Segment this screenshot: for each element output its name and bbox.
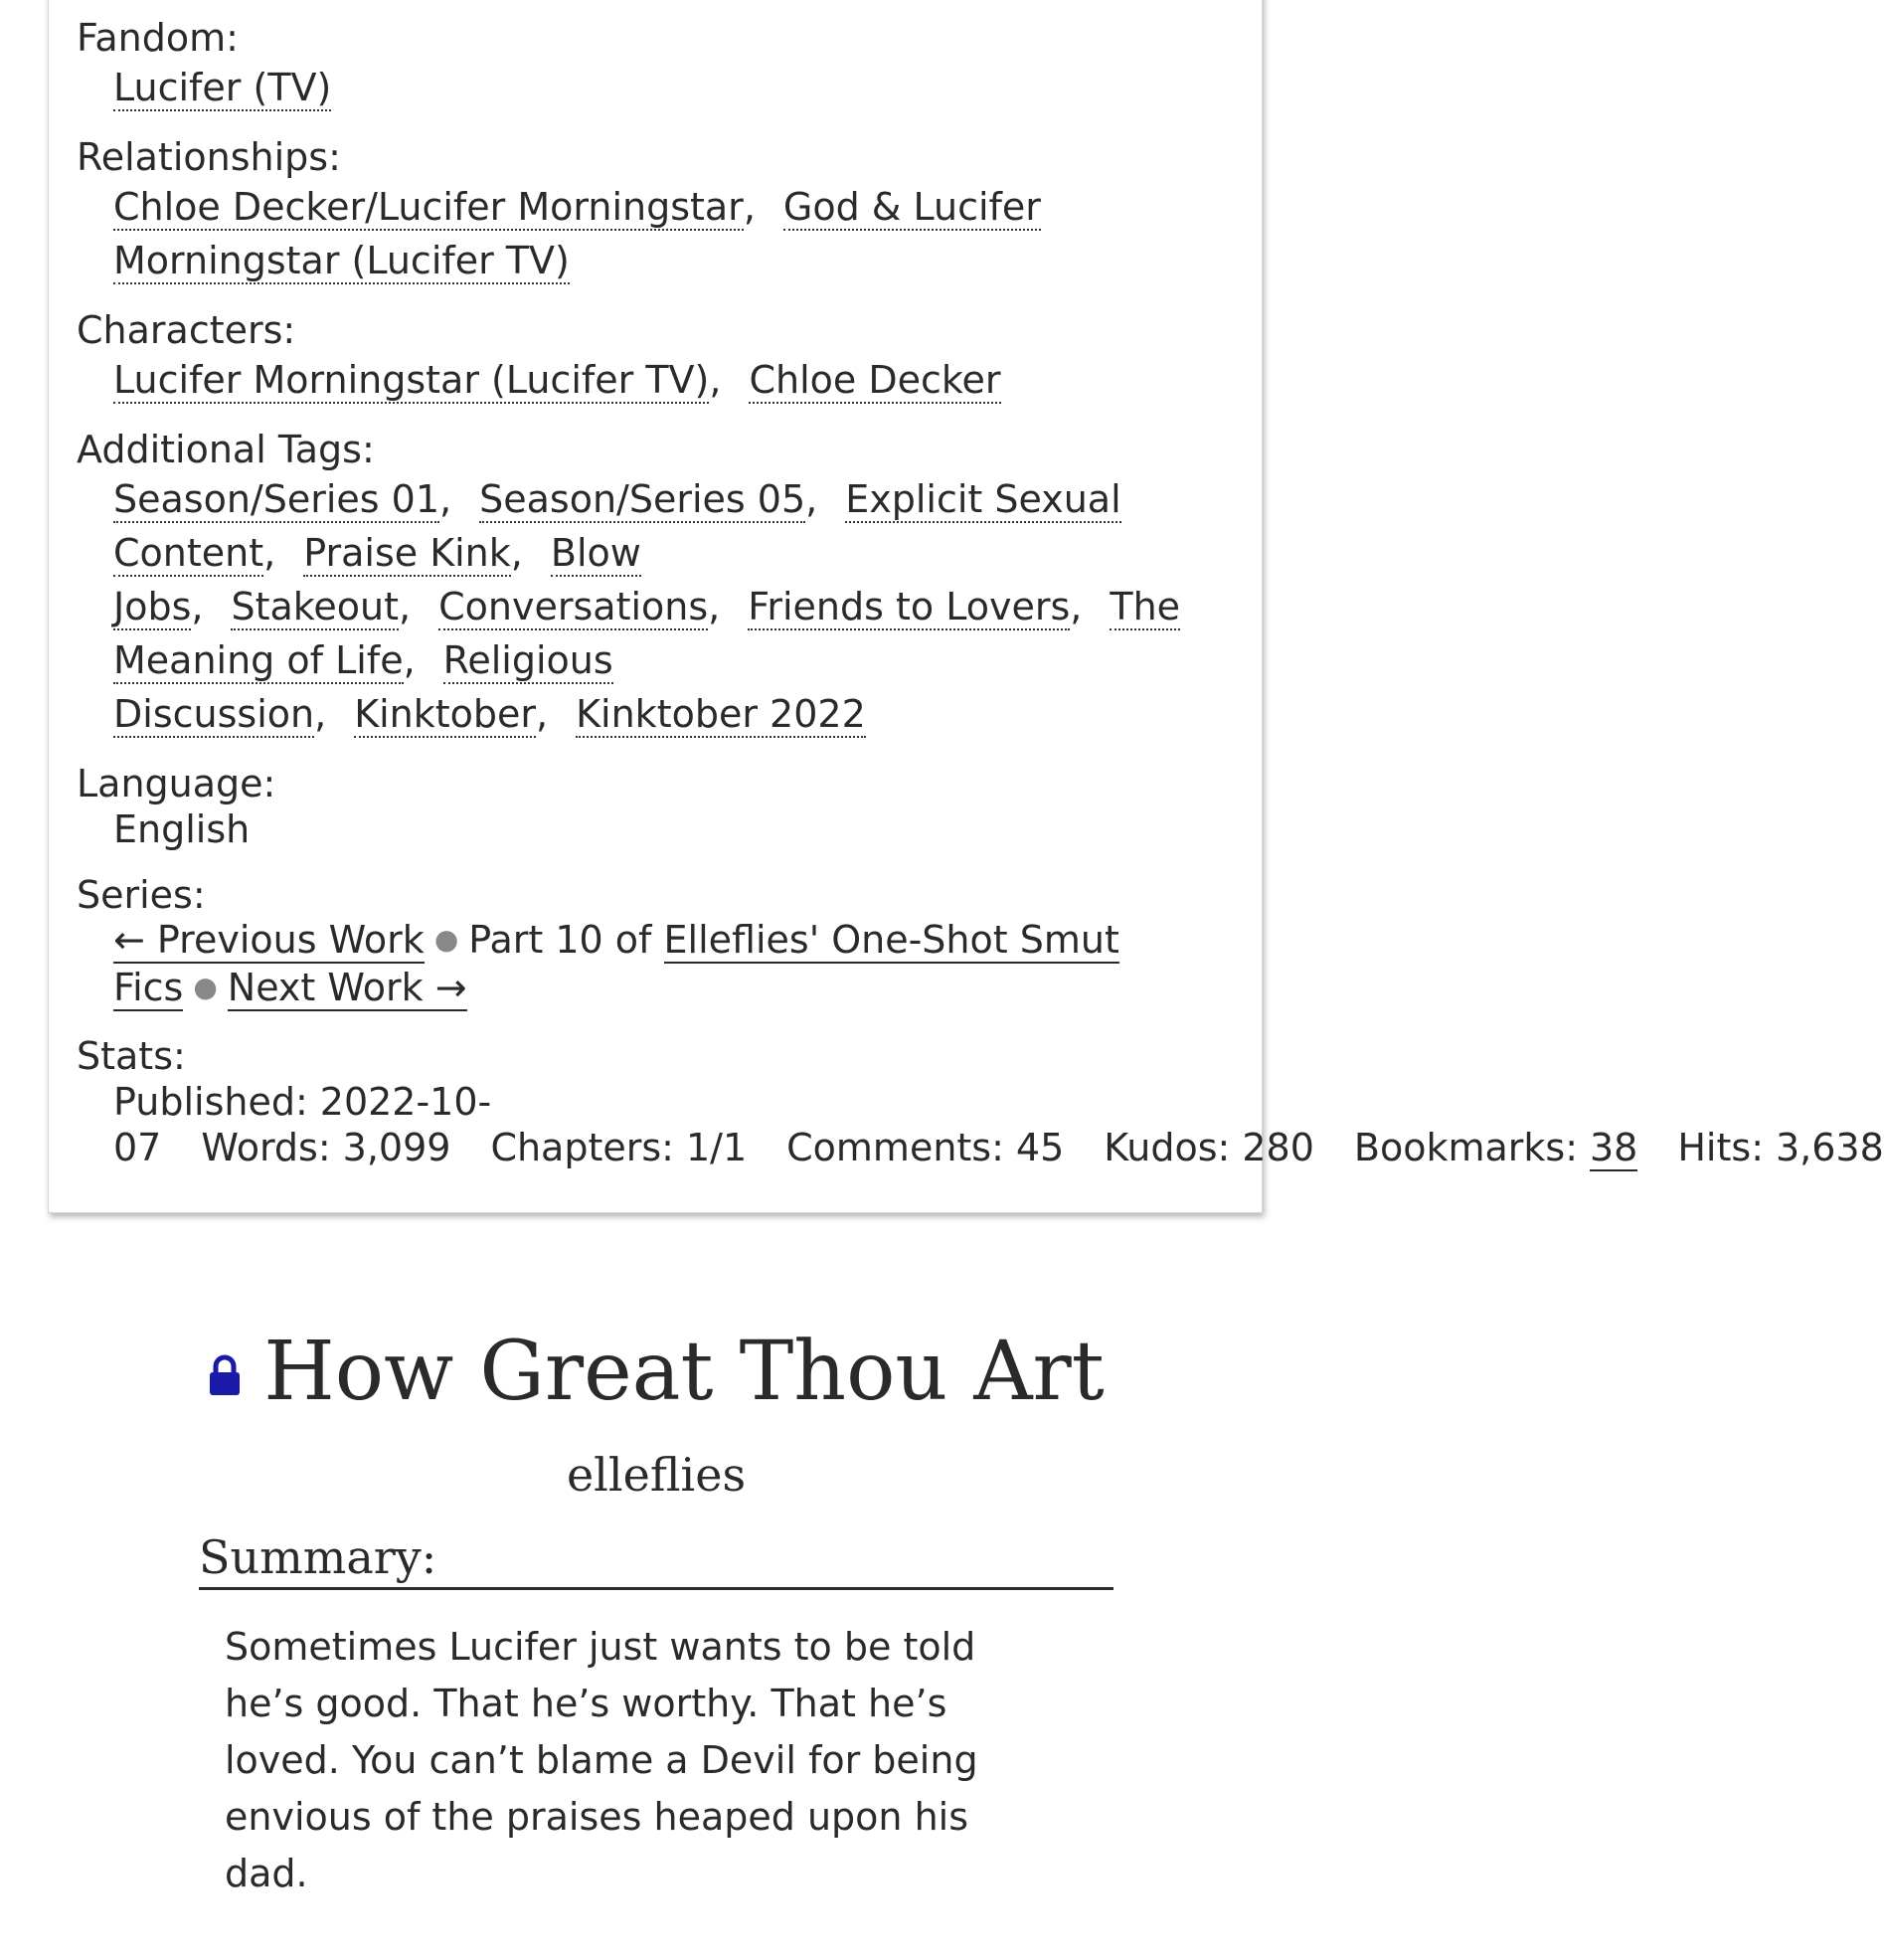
tag-link[interactable]: Lucifer Morningstar (Lucifer TV) <box>113 358 710 402</box>
tag-link[interactable]: Conversations <box>438 585 709 628</box>
hits-value: 3,638 <box>1776 1126 1884 1169</box>
characters-tags: Lucifer Morningstar (Lucifer TV), Chloe Decker <box>113 358 1001 402</box>
stats-row <box>77 1033 1884 1170</box>
tag-link[interactable]: Explicit Sexual Content <box>113 477 1121 575</box>
work-title-heading <box>0 1318 1312 1433</box>
work-title-text: How Great Thou Art <box>263 1325 1105 1419</box>
bullet-icon: ● <box>433 923 459 956</box>
words-value: 3,099 <box>342 1126 451 1169</box>
tag-link[interactable]: Season/Series 05 <box>479 477 806 521</box>
tag-link[interactable]: Lucifer (TV) <box>113 66 332 109</box>
fandom-tags <box>77 61 1240 114</box>
language-row <box>77 761 1240 852</box>
relationships-tags: Chloe Decker/Lucifer Morningstar, God & Lucifer Morningstar (Lucifer TV) <box>113 185 1041 282</box>
comments-value: 45 <box>1015 1126 1065 1169</box>
tag-link[interactable]: Kinktober <box>354 692 537 736</box>
relationships-label: Relationships: <box>77 135 341 179</box>
published-label: Published: <box>113 1080 308 1124</box>
language-value: English <box>113 807 251 851</box>
words-label: Words: <box>201 1126 331 1169</box>
author-byline[interactable]: elleflies <box>566 1448 747 1502</box>
lock-icon-svg <box>208 1353 242 1397</box>
tag-link[interactable]: God & Lucifer Morningstar (Lucifer TV) <box>113 185 1041 282</box>
series-nav <box>77 918 1240 1013</box>
previous-work-link[interactable]: ← Previous Work <box>113 918 425 962</box>
next-work-link[interactable]: Next Work → <box>227 966 467 1009</box>
characters-label: Characters: <box>77 308 296 352</box>
additional-tags-list: Season/Series 01, Season/Series 05, Explicit Sexual Content, Praise Kink, Blow Jobs, Stakeout, Conversations, Friends to Lovers, The Meaning of Life, Religious Discussion, Kinktober, Kinktober 2022 <box>113 477 1181 736</box>
tag-link[interactable]: Chloe Decker/Lucifer Morningstar <box>113 185 744 229</box>
tag-link[interactable]: Stakeout <box>231 585 400 628</box>
relationships-row <box>77 134 1240 287</box>
lock-icon <box>208 1316 242 1425</box>
bookmarks-link[interactable]: 38 <box>1590 1126 1638 1169</box>
chapters-value: 1/1 <box>685 1126 748 1169</box>
bookmarks-label: Bookmarks: <box>1353 1126 1578 1169</box>
series-part-text: Part 10 of <box>468 918 652 962</box>
hits-label: Hits: <box>1677 1126 1764 1169</box>
characters-row <box>77 307 1240 407</box>
series-name-link[interactable]: Elleflies' One-Shot Smut Fics <box>113 918 1119 1009</box>
additional-tags-label: Additional Tags: <box>77 428 375 471</box>
stats-label: Stats: <box>77 1034 186 1078</box>
comments-label: Comments: <box>786 1126 1004 1169</box>
published-value: 2022-10-07 <box>113 1080 492 1169</box>
series-label: Series: <box>77 873 206 917</box>
tag-link[interactable]: Religious Discussion <box>113 638 613 736</box>
fandom-label: Fandom: <box>77 16 239 60</box>
tag-link[interactable]: Kinktober 2022 <box>576 692 866 736</box>
tag-link[interactable]: Season/Series 01 <box>113 477 440 521</box>
series-row <box>77 872 1240 1013</box>
summary-text: Sometimes Lucifer just wants to be told he’s good. That he’s worthy. That he’s loved. You can’t blame a Devil for being envious of the praises heaped upon his dad. <box>225 1625 978 1895</box>
tag-link[interactable]: Praise Kink <box>303 531 511 575</box>
fandom-row <box>77 15 1240 114</box>
work-meta-list <box>77 15 1884 1190</box>
additional-tags-row <box>77 427 1240 741</box>
language-label: Language: <box>77 762 276 805</box>
chapters-label: Chapters: <box>490 1126 674 1169</box>
tag-link[interactable]: The Meaning of Life <box>113 585 1181 682</box>
tag-link[interactable]: Blow Jobs <box>113 531 641 628</box>
tag-link[interactable]: Friends to Lovers <box>748 585 1071 628</box>
work-meta-box <box>48 0 1884 1213</box>
tag-link[interactable]: Chloe Decker <box>749 358 1001 402</box>
stats-list <box>77 1079 1884 1170</box>
bullet-icon: ● <box>193 971 218 1003</box>
kudos-value: 280 <box>1242 1126 1314 1169</box>
summary-heading: Summary: <box>199 1527 1113 1590</box>
kudos-label: Kudos: <box>1104 1126 1231 1169</box>
